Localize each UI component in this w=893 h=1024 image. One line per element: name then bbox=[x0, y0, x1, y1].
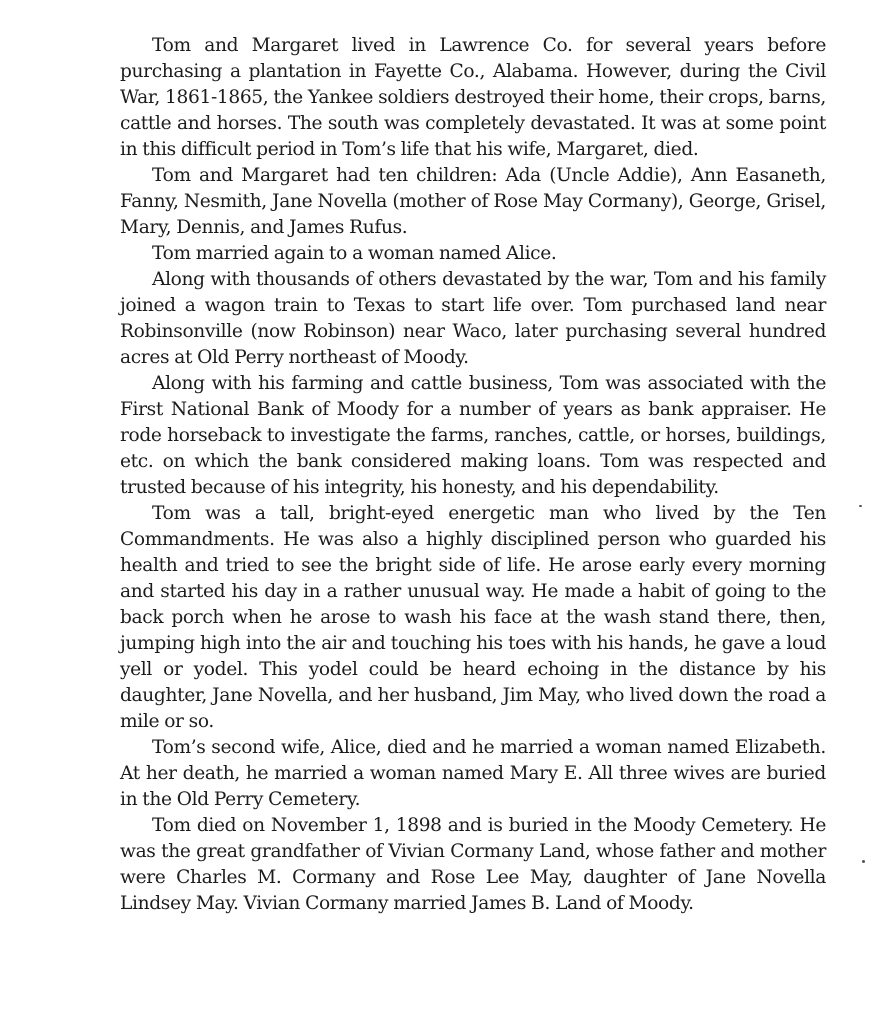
paragraph-married-alice: Tom married again to a woman named Alice. bbox=[152, 243, 557, 264]
document-page bbox=[120, 33, 826, 917]
paragraph-death: Tom died on November 1, 1898 and is buried in the Moody Cemetery. He was the great grandfather of Vivian Cormany Land, whose father and mother were Charles M. Cormany and Rose Lee May, daughter of Jane Novella Lindsey May. Vivian Cormany married James B. Land of Moody. bbox=[120, 815, 826, 914]
paragraph-bank-appraiser: Along with his farming and cattle business, Tom was associated with the First National Bank of Moody for a number of years as bank appraiser. He rode horseback to investigate the farms, ranches, cattle, or horses, buildings, etc. on which the bank considered making loans. Tom was respected and trusted because of his integrity, his honesty, and his dependability. bbox=[120, 373, 826, 498]
paragraph-later-wives: Tom’s second wife, Alice, died and he married a woman named Elizabeth. At her death, he married a woman named Mary E. All three wives are buried in the Old Perry Cemetery. bbox=[120, 737, 826, 810]
paragraph-lawrence-co: Tom and Margaret lived in Lawrence Co. for several years before purchasing a plantation in Fayette Co., Alabama. However, during the Civil War, 1861-1865, the Yankee soldiers destroyed their home, their crops, barns, cattle and horses. The south was completely devastated. It was at some point in this difficult period in Tom’s life that his wife, Margaret, died. bbox=[120, 35, 826, 160]
scan-speck bbox=[862, 860, 865, 863]
paragraph-children: Tom and Margaret had ten children: Ada (Uncle Addie), Ann Easaneth, Fanny, Nesmith, Jane Novella (mother of Rose May Cormany), George, Grisel, Mary, Dennis, and James Rufus. bbox=[120, 165, 826, 238]
scan-speck bbox=[859, 505, 862, 507]
paragraph-character: Tom was a tall, bright-eyed energetic man who lived by the Ten Commandments. He was also a highly disciplined person who guarded his health and tried to see the bright side of life. He arose early every morning and started his day in a rather unusual way. He made a habit of going to the back porch when he arose to wash his face at the wash stand there, then, jumping high into the air and touching his toes with his hands, he gave a loud yell or yodel. This yodel could be heard echoing in the distance by his daughter, Jane Novella, and her husband, Jim May, who lived down the road a mile or so. bbox=[120, 503, 826, 732]
paragraph-wagon-train: Along with thousands of others devastated by the war, Tom and his family joined a wagon train to Texas to start life over. Tom purchased land near Robinsonville (now Robinson) near Waco, later purchasing several hundred acres at Old Perry northeast of Moody. bbox=[120, 269, 826, 368]
